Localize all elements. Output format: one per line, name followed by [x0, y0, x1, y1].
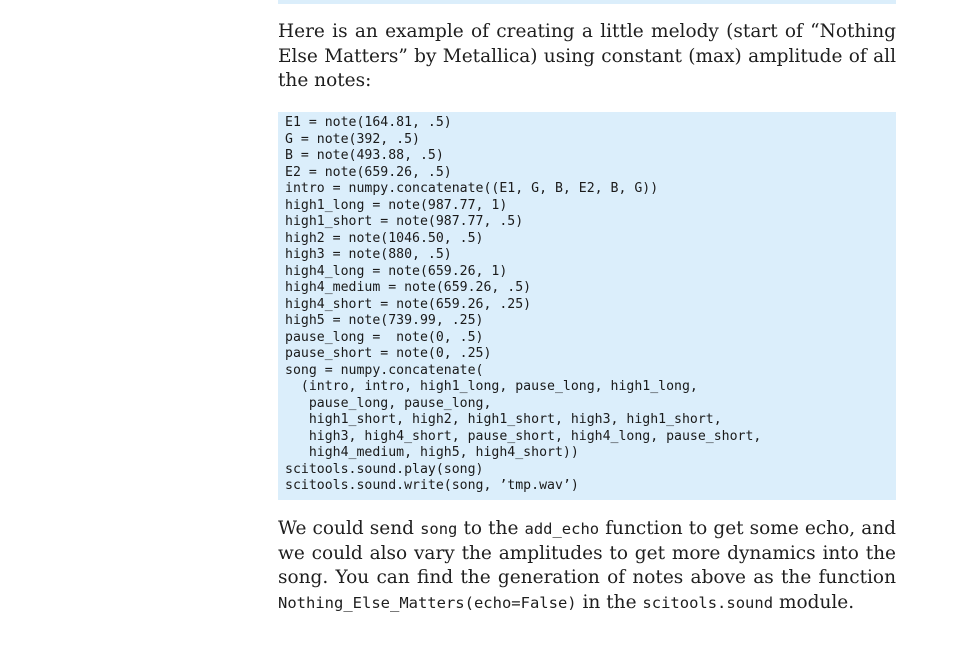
code-listing [285, 115, 761, 495]
code-line: high5 = note(739.99, .25) [285, 313, 484, 328]
code-line: E2 = note(659.26, .5) [285, 164, 452, 180]
closing-text: to the [457, 518, 525, 539]
code-line: high3 = note(880, .5) [285, 247, 452, 262]
code-line: song = numpy.concatenate( [285, 362, 484, 378]
code-line: B = note(493.88, .5) [285, 148, 444, 163]
intro-paragraph: Here is an example of creating a little melody (start of “Nothing Else Matters” by Metallica) using constant (max) amplitude of all the notes: [278, 21, 896, 92]
closing-text: in the [576, 591, 643, 613]
code-line: pause_long, pause_long, [285, 395, 492, 411]
code-line: high1_long = note(987.77, 1) [285, 197, 508, 213]
code-line: high4_long = note(659.26, 1) [285, 263, 508, 279]
inline-code-add-echo: add_echo [524, 520, 600, 538]
code-line: high1_short = note(987.77, .5) [285, 214, 524, 229]
code-line: intro = numpy.concatenate((E1, G, B, E2, B, G)) [285, 181, 659, 196]
code-line: pause_long = note(0, .5) [285, 329, 484, 345]
previous-code-block-edge [278, 0, 896, 4]
code-line: E1 = note(164.81, .5) [285, 115, 452, 130]
inline-code-module: scitools.sound [642, 593, 774, 612]
code-line: G = note(392, .5) [285, 131, 420, 147]
code-line: high4_medium, high5, high4_short)) [285, 445, 579, 460]
inline-code-function-call: Nothing_Else_Matters(echo=False) [278, 593, 577, 612]
code-line: high3, high4_short, pause_short, high4_long, pause_short, [285, 428, 762, 444]
code-line: scitools.sound.write(song, ’tmp.wav’) [285, 478, 579, 493]
code-line: high4_short = note(659.26, .25) [285, 296, 532, 312]
code-line: high4_medium = note(659.26, .5) [285, 280, 532, 295]
code-line: pause_short = note(0, .25) [285, 346, 492, 361]
code-line: high1_short, high2, high1_short, high3, high1_short, [285, 412, 722, 427]
closing-text: function to get some echo, and we could also vary the amplitudes to get more dynamics into the song. You can find the generation of notes above as the function [278, 518, 896, 589]
code-line: high2 = note(1046.50, .5) [285, 230, 484, 246]
closing-text: We could send [278, 518, 421, 539]
code-line: scitools.sound.play(song) [285, 461, 484, 477]
code-block [278, 112, 896, 500]
closing-paragraph [278, 517, 896, 615]
code-line: (intro, intro, high1_long, pause_long, high1_long, [285, 379, 698, 394]
closing-text: module. [773, 591, 855, 613]
inline-code-song: song [420, 520, 458, 538]
